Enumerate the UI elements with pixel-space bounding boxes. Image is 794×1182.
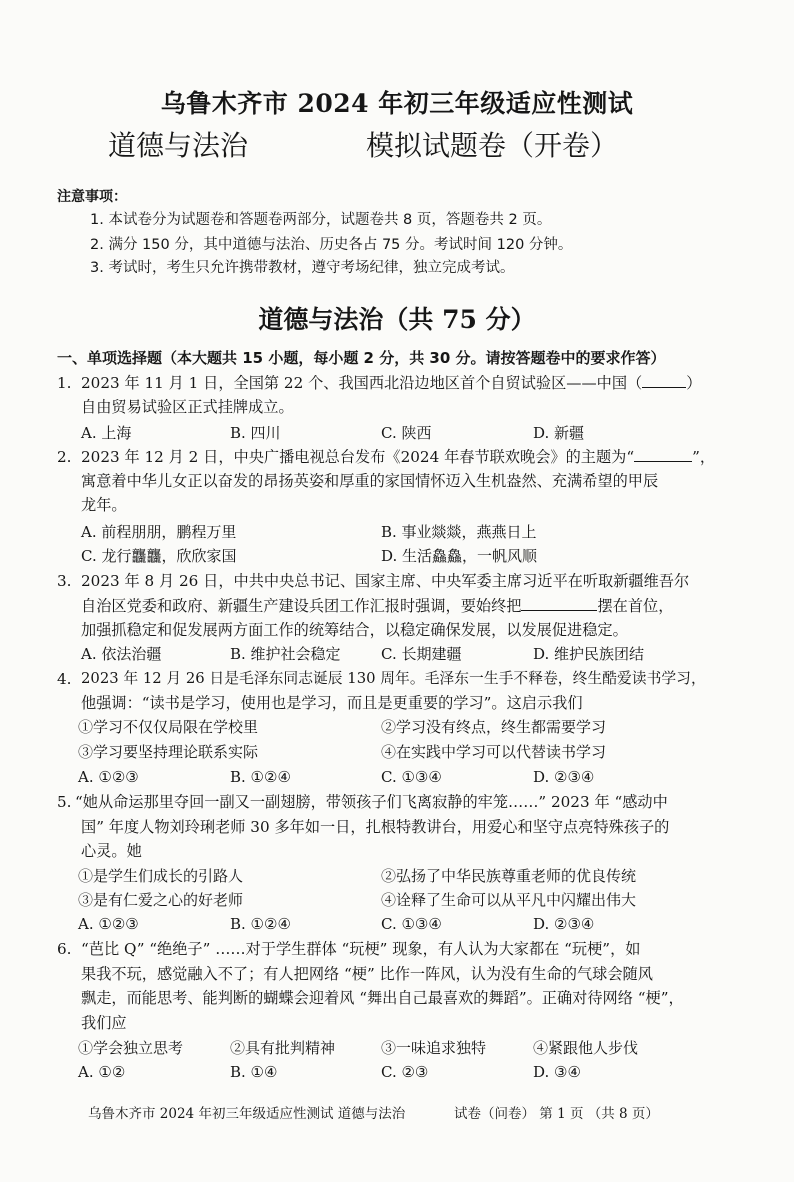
note-item: 2. 满分 150 分，其中道德与法治、历史各占 75 分。考试时间 120 分钟。	[90, 237, 573, 253]
question-text: 寓意着中华儿女正以奋发的昂扬英姿和厚重的家国情怀迈入生机盎然、充满希望的甲辰	[81, 472, 659, 490]
question-text: 我们应	[81, 1014, 127, 1032]
option-b: B. ①②④	[230, 768, 291, 786]
option-d: D. ②③④	[533, 768, 595, 786]
question-text: “她从命运那里夺回一副又一副翅膀，带领孩子们飞离寂静的牢笼……” 2023 年 “感动中	[75, 793, 668, 811]
exam-title: 乌鲁木齐市 2024 年初三年级适应性测试	[160, 89, 634, 118]
statement: ①是学生们成长的引路人	[78, 867, 244, 885]
statement: ①学习不仅仅局限在学校里	[78, 718, 259, 736]
question-number: 1.	[57, 374, 72, 392]
notes-heading: 注意事项：	[57, 189, 127, 205]
footer-exam-name: 乌鲁木齐市 2024 年初三年级适应性测试 道德与法治	[88, 1106, 406, 1122]
paper-type: 模拟试题卷（开卷）	[366, 129, 619, 162]
option-d: D. ③④	[533, 1063, 581, 1081]
option-a: A. 依法治疆	[81, 645, 162, 663]
section-heading: 一、单项选择题（本大题共 15 小题，每小题 2 分，共 30 分。请按答题卷中的要求作答）	[57, 349, 666, 367]
statement: ④紧跟他人步伐	[533, 1039, 639, 1057]
statement: ④在实践中学习可以代替读书学习	[381, 743, 607, 761]
question-text: 飘走，而能思考、能判断的蝴蝶会迎着风 “舞出自己最喜欢的舞蹈”。正确对待网络 “梗”，	[81, 989, 684, 1007]
option-c: C. 龙行龘龘，欣欣家国	[81, 547, 237, 565]
question-text: 2023 年 12 月 2 日，中央广播电视总台发布《2024 年春节联欢晚会》的主题为“ ”，	[81, 448, 716, 466]
question-number: 2.	[57, 448, 72, 466]
note-item: 1. 本试卷分为试题卷和答题卷两部分，试题卷共 8 页，答题卷共 2 页。	[90, 212, 552, 228]
option-b: B. 事业燚燚，燕燕日上	[381, 523, 537, 541]
option-c: C. ②③	[381, 1063, 429, 1081]
option-a: A. ①②③	[78, 768, 139, 786]
option-c: C. 陕西	[381, 424, 432, 442]
option-d: D. ②③④	[533, 915, 595, 933]
option-d: D. 维护民族团结	[533, 645, 645, 663]
option-a: A. ①②③	[78, 915, 139, 933]
statement: ③一味追求独特	[381, 1039, 487, 1057]
option-a: A. ①②	[78, 1063, 126, 1081]
statement: ②弘扬了中华民族尊重老师的优良传统	[381, 867, 637, 885]
question-text: 自治区党委和政府、新疆生产建设兵团工作汇报时强调，要始终把 摆在首位，	[81, 597, 674, 615]
option-b: B. ①④	[230, 1063, 278, 1081]
statement: ④诠释了生命可以从平凡中闪耀出伟大	[381, 891, 637, 909]
statement: ①学会独立思考	[78, 1039, 184, 1057]
statement: ②学习没有终点，终生都需要学习	[381, 718, 607, 736]
option-a: A. 前程朋朋，鹏程万里	[81, 523, 237, 541]
option-a: A. 上海	[81, 424, 132, 442]
answer-blank	[634, 447, 692, 462]
question-text: “芭比 Q” “绝绝子” ……对于学生群体 “玩梗” 现象，有人认为大家都在 “玩梗”，如	[81, 940, 641, 958]
question-number: 4.	[57, 670, 72, 688]
question-text: 2023 年 8 月 26 日，中共中央总书记、国家主席、中央军委主席习近平在听取新疆维吾尔	[81, 572, 690, 590]
question-number: 5.	[57, 793, 72, 811]
option-b: B. 维护社会稳定	[230, 645, 341, 663]
question-text: 国” 年度人物刘玲琍老师 30 多年如一日，扎根特教讲台，用爱心和坚守点亮特殊孩子的	[81, 818, 670, 836]
question-text: 自由贸易试验区正式挂牌成立。	[81, 398, 294, 416]
question-text: 2023 年 11 月 1 日，全国第 22 个、我国西北沿边地区首个自贸试验区——中国（ ）	[81, 374, 702, 392]
question-text: 心灵。她	[81, 842, 142, 860]
option-c: C. 长期建疆	[381, 645, 462, 663]
question-text: 果我不玩，感觉融入不了；有人把网络 “梗” 比作一阵风，认为没有生命的气球会随风	[81, 965, 653, 983]
answer-blank	[521, 596, 597, 611]
answer-blank	[642, 373, 686, 388]
option-d: D. 新疆	[533, 424, 585, 442]
question-text: 他强调：“读书是学习，使用也是学习，而且是更重要的学习”。这启示我们	[81, 694, 583, 712]
question-number: 6.	[57, 940, 72, 958]
section-title: 道德与法治（共 75 分）	[258, 305, 536, 334]
statement: ③是有仁爱之心的好老师	[78, 891, 244, 909]
option-b: B. 四川	[230, 424, 281, 442]
question-text: 龙年。	[81, 496, 127, 514]
question-number: 3.	[57, 572, 72, 590]
option-c: C. ①③④	[381, 768, 442, 786]
option-d: D. 生活鱻鱻，一帆风顺	[381, 547, 538, 565]
statement: ③学习要坚持理论联系实际	[78, 743, 259, 761]
option-b: B. ①②④	[230, 915, 291, 933]
question-text: 2023 年 12 月 26 日是毛泽东同志诞辰 130 周年。毛泽东一生手不释卷，终生酷爱读书学习，	[81, 670, 706, 687]
statement: ②具有批判精神	[230, 1039, 336, 1057]
question-text: 加强抓稳定和促发展两方面工作的统筹结合，以稳定确保发展，以发展促进稳定。	[81, 621, 628, 639]
footer-page-info: 试卷（问卷） 第 1 页 （共 8 页）	[454, 1106, 659, 1122]
option-c: C. ①③④	[381, 915, 442, 933]
subject-name: 道德与法治	[108, 129, 249, 162]
note-item: 3. 考试时，考生只允许携带教材，遵守考场纪律，独立完成考试。	[90, 260, 515, 276]
